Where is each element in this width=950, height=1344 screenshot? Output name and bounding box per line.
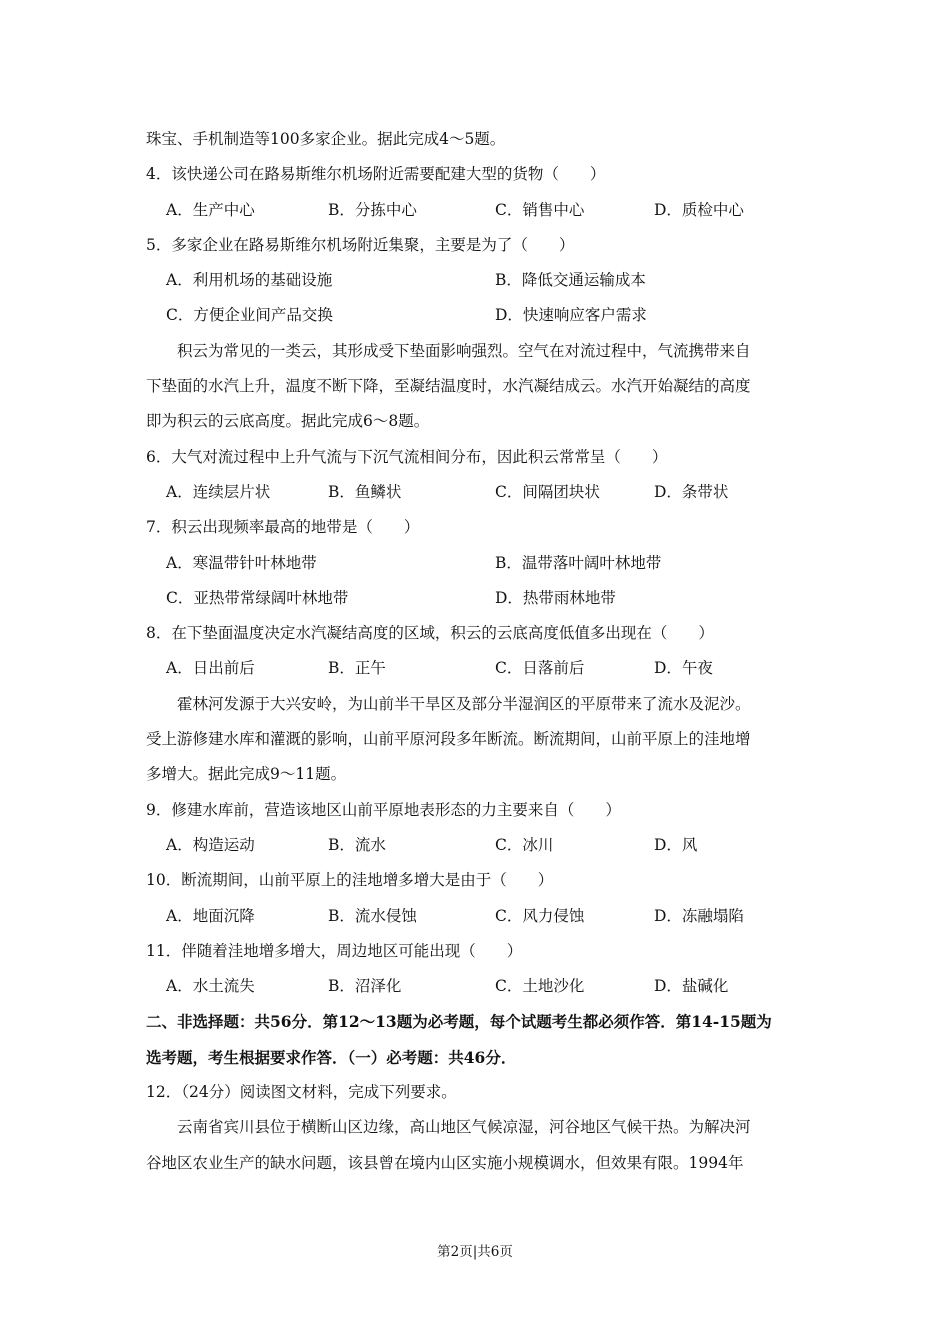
answer-options (146, 193, 808, 228)
text-line: 受上游修建水库和灌溉的影响，山前平原河段多年断流。断流期间，山前平原上的洼地增 (146, 730, 751, 749)
answer-options (146, 828, 808, 863)
answer-option: B．沼泽化 (328, 977, 402, 996)
answer-option: A．利用机场的基础设施 (166, 271, 333, 290)
text-line: 4．该快递公司在路易斯维尔机场附近需要配建大型的货物（ ） (146, 165, 606, 184)
answer-options (146, 651, 808, 686)
answer-option: B．鱼鳞状 (328, 482, 402, 501)
answer-option: D．快速响应客户需求 (495, 306, 647, 325)
answer-option: D．热带雨林地带 (495, 588, 616, 607)
answer-options (146, 298, 808, 333)
answer-option: B．分拣中心 (328, 200, 417, 219)
answer-options (146, 969, 808, 1004)
answer-option: D．冻融塌陷 (654, 906, 744, 925)
answer-options (146, 263, 808, 298)
answer-option: C．日落前后 (495, 659, 585, 678)
answer-option: C．风力侵蚀 (495, 906, 585, 925)
answer-option: B．温带落叶阔叶林地带 (495, 553, 662, 572)
answer-option: D．午夜 (654, 659, 713, 678)
answer-option: C．土地沙化 (495, 977, 585, 996)
answer-option: D．盐碱化 (654, 977, 729, 996)
answer-option: A．构造运动 (166, 835, 255, 854)
answer-option: A．水土流失 (166, 977, 255, 996)
text-line: 珠宝、手机制造等100多家企业。据此完成4～5题。 (146, 130, 506, 148)
text-line: 11．伴随着洼地增多增大，周边地区可能出现（ ） (146, 941, 523, 960)
answer-option: A．生产中心 (166, 200, 255, 219)
answer-option: A．地面沉降 (166, 906, 255, 925)
text-line: 12．（24分）阅读图文材料，完成下列要求。 (146, 1083, 457, 1102)
document-body (146, 122, 808, 1181)
answer-options (146, 546, 808, 581)
answer-option: A．寒温带针叶林地带 (166, 553, 317, 572)
answer-option: A．连续层片状 (166, 482, 271, 501)
answer-option: A．日出前后 (166, 659, 255, 678)
text-line: 霍林河发源于大兴安岭，为山前半干旱区及部分半湿润区的平原带来了流水及泥沙。 (177, 694, 751, 713)
answer-option: B．正午 (328, 659, 386, 678)
answer-option: C．冰川 (495, 835, 554, 854)
text-line: 多增大。据此完成9～11题。 (146, 765, 347, 784)
text-line: 云南省宾川县位于横断山区边缘，高山地区气候凉湿，河谷地区气候干热。为解决河 (177, 1118, 751, 1137)
answer-option: C．间隔团块状 (495, 482, 600, 501)
text-line: 下垫面的水汽上升，温度不断下降，至凝结温度时，水汽凝结成云。水汽开始凝结的高度 (146, 377, 751, 396)
text-line: 8．在下垫面温度决定水汽凝结高度的区域，积云的云底高度低值多出现在（ ） (146, 624, 714, 643)
answer-option: D．风 (654, 835, 698, 854)
answer-options (146, 475, 808, 510)
text-line: 5．多家企业在路易斯维尔机场附近集聚，主要是为了（ ） (146, 235, 575, 254)
text-line: 7．积云出现频率最高的地带是（ ） (146, 518, 420, 537)
answer-option: B．流水侵蚀 (328, 906, 417, 925)
answer-option: D．条带状 (654, 482, 729, 501)
text-line: 积云为常见的一类云，其形成受下垫面影响强烈。空气在对流过程中，气流携带来自 (177, 341, 751, 360)
answer-option: C．亚热带常绿阔叶林地带 (166, 588, 349, 607)
section-heading: 选考题，考生根据要求作答．（一）必考题：共46分． (146, 1047, 517, 1067)
section-heading: 二、非选择题：共56分．第12～13题为必考题，每个试题考生都必须作答．第14-15题为 (146, 1012, 772, 1032)
text-line: 10．断流期间，山前平原上的洼地增多增大是由于（ ） (146, 871, 554, 890)
answer-option: D．质检中心 (654, 200, 744, 219)
page-footer: 第2页|共6页 (437, 1244, 513, 1260)
answer-option: C．销售中心 (495, 200, 585, 219)
answer-option: C．方便企业间产品交换 (166, 306, 333, 325)
answer-options (146, 899, 808, 934)
text-line: 谷地区农业生产的缺水问题，该县曾在境内山区实施小规模调水，但效果有限。1994年 (146, 1153, 744, 1172)
answer-option: B．降低交通运输成本 (495, 271, 646, 290)
text-line: 6．大气对流过程中上升气流与下沉气流相间分布，因此积云常常呈（ ） (146, 447, 668, 466)
answer-option: B．流水 (328, 835, 386, 854)
text-line: 9．修建水库前，营造该地区山前平原地表形态的力主要来自（ ） (146, 800, 621, 819)
answer-options (146, 581, 808, 616)
text-line: 即为积云的云底高度。据此完成6～8题。 (146, 412, 430, 431)
